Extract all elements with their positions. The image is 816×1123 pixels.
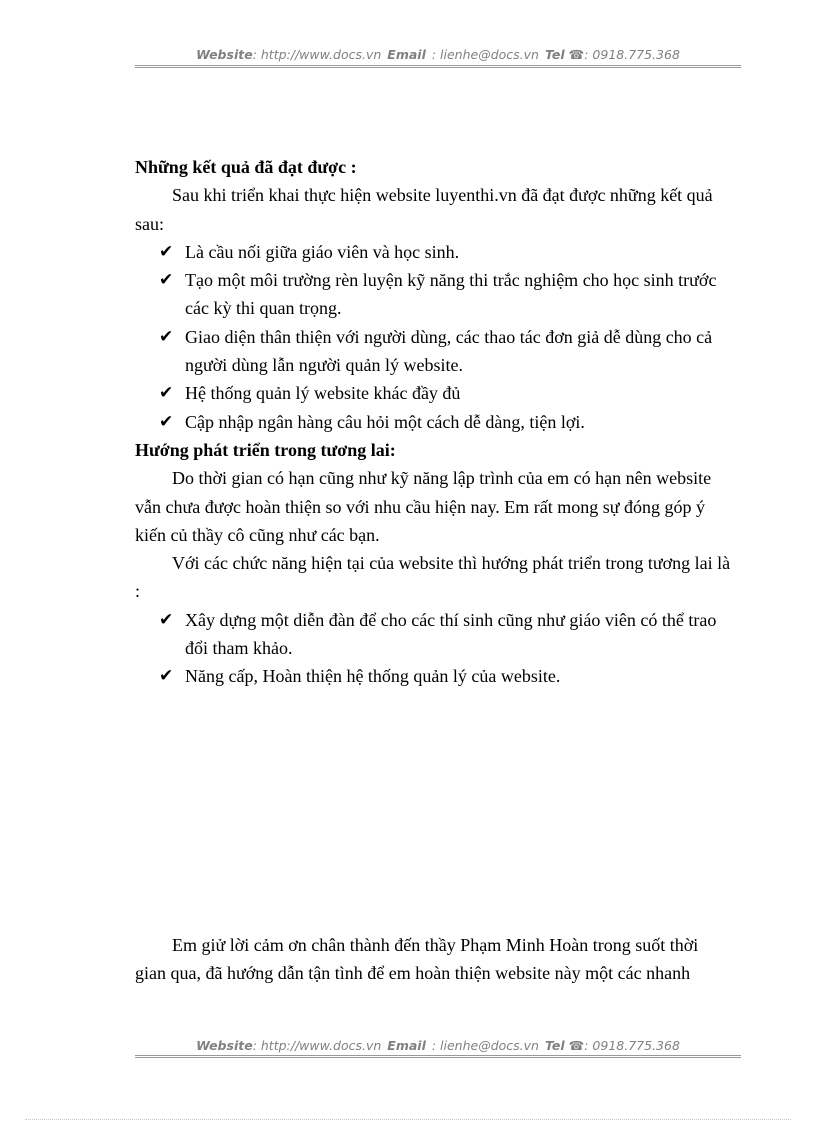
- footer-tel-value: : 0918.775.368: [584, 1038, 680, 1053]
- list-item: ✔ Là cầu nối giữa giáo viên và học sinh.: [135, 238, 731, 266]
- list-item: ✔ Cập nhập ngân hàng câu hỏi một cách dễ dàng, tiện lợi.: [135, 408, 731, 436]
- list-item: ✔ Xây dựng một diễn đàn để cho các thí sinh cũng như giáo viên có thể trao đổi tham khảo.: [135, 606, 731, 663]
- heading-results: Những kết quả đã đạt được :: [135, 157, 357, 177]
- header-divider: [135, 65, 741, 68]
- footer-divider: [135, 1055, 741, 1058]
- header-website-label: Website: [196, 47, 253, 62]
- paragraph-closing: Em giử lời cảm ơn chân thành đến thầy Phạm Minh Hoàn trong suốt thời gian qua, đã hướng dẫn tận tình để em hoàn thiện website này một các nhanh: [135, 935, 699, 984]
- header-website-value: : http://www.docs.vn: [252, 47, 382, 62]
- heading-future: Hướng phát triển trong tương lai:: [135, 439, 396, 460]
- header-email-label: Email: [387, 47, 426, 62]
- list-item: ✔ Giao diện thân thiện với người dùng, các thao tác đơn giả dễ dùng cho cả người dùng lẫn người quản lý website.: [135, 323, 731, 380]
- list-item: ✔ Tạo một môi trường rèn luyện kỹ năng thi trắc nghiệm cho học sinh trước các kỳ thi quan trọng.: [135, 266, 731, 323]
- checkmark-icon: ✔: [159, 241, 174, 262]
- checkmark-icon: ✔: [159, 411, 174, 432]
- footer-website-value: : http://www.docs.vn: [252, 1038, 382, 1053]
- list-item: ✔ Năng cấp, Hoàn thiện hệ thống quản lý của website.: [135, 662, 731, 690]
- footer-tel-label: Tel: [544, 1038, 565, 1053]
- telephone-icon: ☎: [568, 47, 585, 62]
- paragraph-limitations: Do thời gian có hạn cũng như kỹ năng lập trình của em có hạn nên website vẫn chưa được hoàn thiện so với nhu cầu hiện nay. Em rất mong sự đóng góp ý kiến củ thầy cô cũng như các bạn.: [135, 468, 712, 545]
- future-list: [135, 606, 731, 691]
- footer-website-label: Website: [196, 1038, 253, 1053]
- closing-section: [135, 931, 731, 988]
- checkmark-icon: ✔: [159, 326, 174, 347]
- header-tel-value: : 0918.775.368: [584, 47, 680, 62]
- paragraph-intro: Sau khi triển khai thực hiện website luyenthi.vn đã đạt được những kết quả sau:: [135, 185, 713, 234]
- page-header: [135, 47, 741, 62]
- checkmark-icon: ✔: [159, 609, 174, 630]
- header-email-value: : lienhe@docs.vn: [431, 47, 539, 62]
- footer-email-value: : lienhe@docs.vn: [431, 1038, 539, 1053]
- results-list: [135, 238, 731, 436]
- telephone-icon: ☎: [568, 1038, 585, 1053]
- checkmark-icon: ✔: [159, 270, 174, 291]
- page-footer: [135, 1038, 741, 1053]
- footer-email-label: Email: [387, 1038, 426, 1053]
- document-body: [135, 153, 731, 691]
- paragraph-direction: Với các chức năng hiện tại của website thì hướng phát triển trong tương lai là :: [135, 553, 731, 602]
- list-item: ✔ Hệ thống quản lý website khác đầy đủ: [135, 379, 731, 407]
- checkmark-icon: ✔: [159, 666, 174, 687]
- header-tel-label: Tel: [544, 47, 565, 62]
- checkmark-icon: ✔: [159, 383, 174, 404]
- page-bottom-edge: [25, 1119, 791, 1120]
